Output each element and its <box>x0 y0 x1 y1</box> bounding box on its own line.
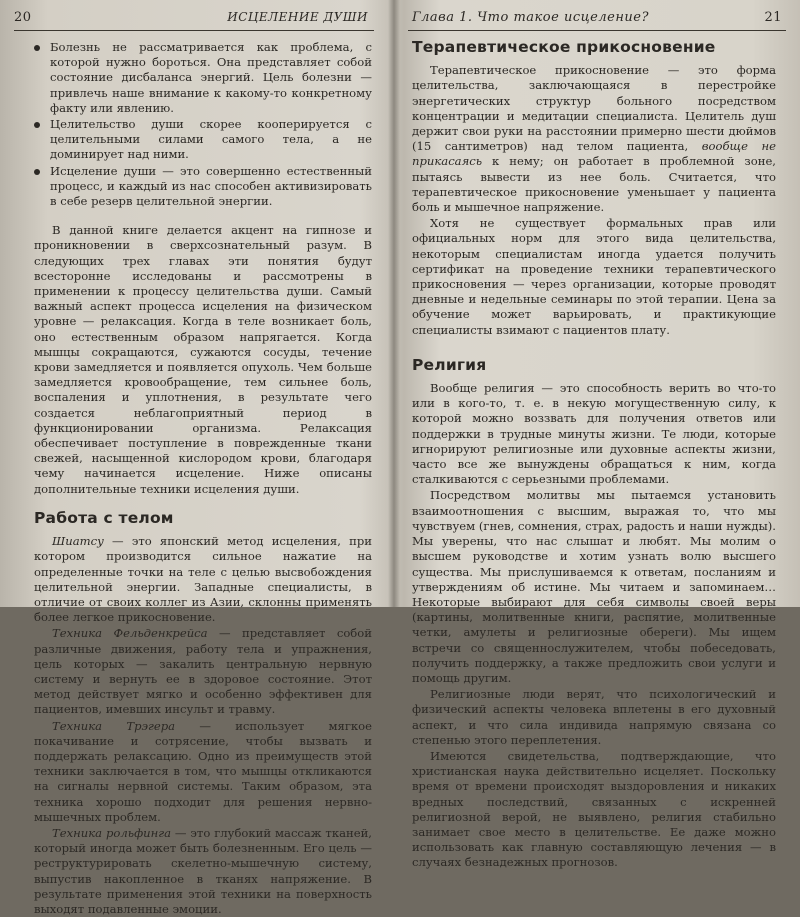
body-paragraph: Вообще религия — это способность верить во что-то или в кого-то, т. е. в некую могущественную силу, к которой можно воззвать для получения ответов или поддержки в трудные минуты жизни. Те люди, которые игнорируют религиозные или духовные аспекты жизни, часто все же вынуждены обращаться к ним, когда сталкиваются с серьезными проблемами. <box>412 381 776 487</box>
technique-paragraph <box>34 534 372 625</box>
bullet-list <box>34 40 372 209</box>
running-head: Глава 1. Что такое исцеление? <box>412 10 649 25</box>
section-heading: Терапевтическое прикосновение <box>412 38 716 56</box>
list-item <box>34 164 372 210</box>
left-page-header <box>14 8 374 31</box>
body-paragraph: Религиозные люди верят, что психологический и физический аспекты человека вплетены в его духовный аспект, и что сила индивида напрямую связана со степенью этого переплетения. <box>412 687 776 747</box>
technique-paragraph <box>34 719 372 825</box>
technique-name: Техника Фельденкрейса <box>52 626 208 641</box>
list-item-text: Болезнь не рассматривается как проблема, с которой нужно бороться. Она представляет собой состояние дисбаланса энергий. Цель болезни — привлечь наше внимание к какому-то конкретному факту или явлению. <box>50 40 372 115</box>
left-page-body <box>34 40 372 917</box>
technique-text: — представляет собой различные движения, работу тела и упражнения, цель которых — закалить центральную нервную систему и вернуть ее в здоровое состояние. Этот метод действует мягко и особенно эффективен для пациентов, имевших инсульт и травму. <box>34 626 372 717</box>
section-heading: Работа с телом <box>34 508 174 527</box>
technique-paragraph <box>34 826 372 917</box>
page-number: 21 <box>764 10 782 25</box>
bullet-icon <box>34 169 40 175</box>
technique-paragraph <box>34 626 372 717</box>
right-page <box>396 0 800 870</box>
bullet-icon <box>34 45 40 51</box>
technique-name: Техника Трэгера <box>52 718 176 733</box>
bullet-icon <box>34 122 40 128</box>
list-item <box>34 40 372 116</box>
body-paragraph: Имеются свидетельства, подтверждающие, что христианская наука действительно исцеляет. Поскольку время от времени происходят выздоровления и никаких вредных последствий, связанных с искренней религиозной верой, не выявлено, религия стабильно занимает свое место в целительстве. Ее даже можно использовать как главную составляющую лечения — в случаях безнадежных прогнозов. <box>412 748 776 870</box>
body-paragraph <box>412 63 776 215</box>
right-page-header <box>408 8 786 31</box>
list-item-text: Исцеление души — это совершенно естественный процесс, и каждый из нас способен активизировать в себе резерв целительной энергии. <box>50 163 372 209</box>
body-paragraph: Посредством молитвы мы пытаемся установить взаимоотношения с высшим, выражая то, что мы чувствуем (гнев, сомнения, страх, радость и наши нужды). Мы уверены, что нас слышат и любят. Мы молим о высшем руководстве и хотим узнать волю высшего существа. Мы прислушиваемся к ответам, посланиям и утверждениям об истине. Мы читаем и запоминаем… Некоторые выбирают для себя символы своей веры (картины, молитвенные книги, распятие, молитвенные четки, амулеты и религиозные обереги). Мы ищем встречи со священнослужителем, чтобы побеседовать, получить поддержку, а также предложить свои услуги и помощь другим. <box>412 488 776 685</box>
technique-name: Шиатсу <box>52 534 104 549</box>
left-page <box>0 0 392 916</box>
running-head: ИСЦЕЛЕНИЕ ДУШИ <box>227 10 368 24</box>
intro-paragraph: В данной книге делается акцент на гипнозе и проникновении в сверхсознательный разум. В следующих трех главах эти понятия будут всесторонне исследованы и рассмотрены в применении к процессу целительства души. Самый важный аспект процесса исцеления на физическом уровне — релаксация. Когда в теле возникает боль, оно естественным образом напрягается. Когда мышцы сокращаются, сужаются сосуды, течение крови замедляется и появляется опухоль. Чем больше замедляется кровообращение, тем сильнее боль, воспаления и уплотнения, в результате чего создается неблагоприятный период в функционировании организма. Релаксация обеспечивает поступление в поврежденные ткани свежей, насыщенной кислородом крови, благодаря чему начинается исцеление. Ниже описаны дополнительные техники исцеления души. <box>34 223 372 496</box>
paragraph-text: Терапевтическое прикосновение — это форма целительства, заключающаяся в перестройке энергетических структур больного посредством концентрации и медитации специалиста. Целитель душ держит свои руки на расстоянии примерно шести дюймов (15 сантиметров) над телом пациента, <box>412 63 776 154</box>
right-page-body <box>412 40 776 871</box>
technique-text: — это японский метод исцеления, при котором производится сильное нажатие на определенные точки на теле с целью высвобождения целительной энергии. Западные специалисты, в отличие от своих коллег из Азии, склонны применять более легкое прикосновение. <box>34 534 372 625</box>
page-number: 20 <box>14 10 32 25</box>
list-item <box>34 117 372 163</box>
technique-text: — это глубокий массаж тканей, который иногда может быть болезненным. Его цель — реструктурировать скелетно-мышечную систему, выпустив накопленное в тканях напряжение. В результате применения этой техники на поверхность выходят подавленные эмоции. <box>34 825 372 916</box>
paragraph-emphasis: вообще не прикасаясь <box>412 139 777 169</box>
technique-name: Техника рольфинга <box>52 825 172 840</box>
body-paragraph <box>412 216 776 338</box>
paragraph-text: к нему; он работает в проблемной зоне, пытаясь вывести из нее боль. Считается, что терапевтическое прикосновение уменьшает у пациента боль и мышечное напряжение. <box>412 154 776 215</box>
list-item-text: Целительство души скорее кооперируется с целительными силами самого тела, а не доминирует над ними. <box>50 117 372 162</box>
paragraph-text: Хотя не существует формальных прав или официальных норм для этого вида целительства, некоторым специалистам иногда удается получить сертификат на проведение техники терапевтического прикосновения — через организации, которые проводят дневные и недельные семинары по этой терапии. Цена за обучение может варьировать, и практикующие специалисты взимают с пациентов плату. <box>412 216 776 337</box>
section-heading: Религия <box>412 355 487 374</box>
technique-text: — использует мягкое покачивание и сотрясение, чтобы вызвать и поддержать релаксацию. Одно из преимуществ этой техники заключается в том, что мышцы откликаются на сигналы нервной системы. Таким образом, эта техника хорошо подходит для решения нервно-мышечных проблем. <box>34 718 372 824</box>
